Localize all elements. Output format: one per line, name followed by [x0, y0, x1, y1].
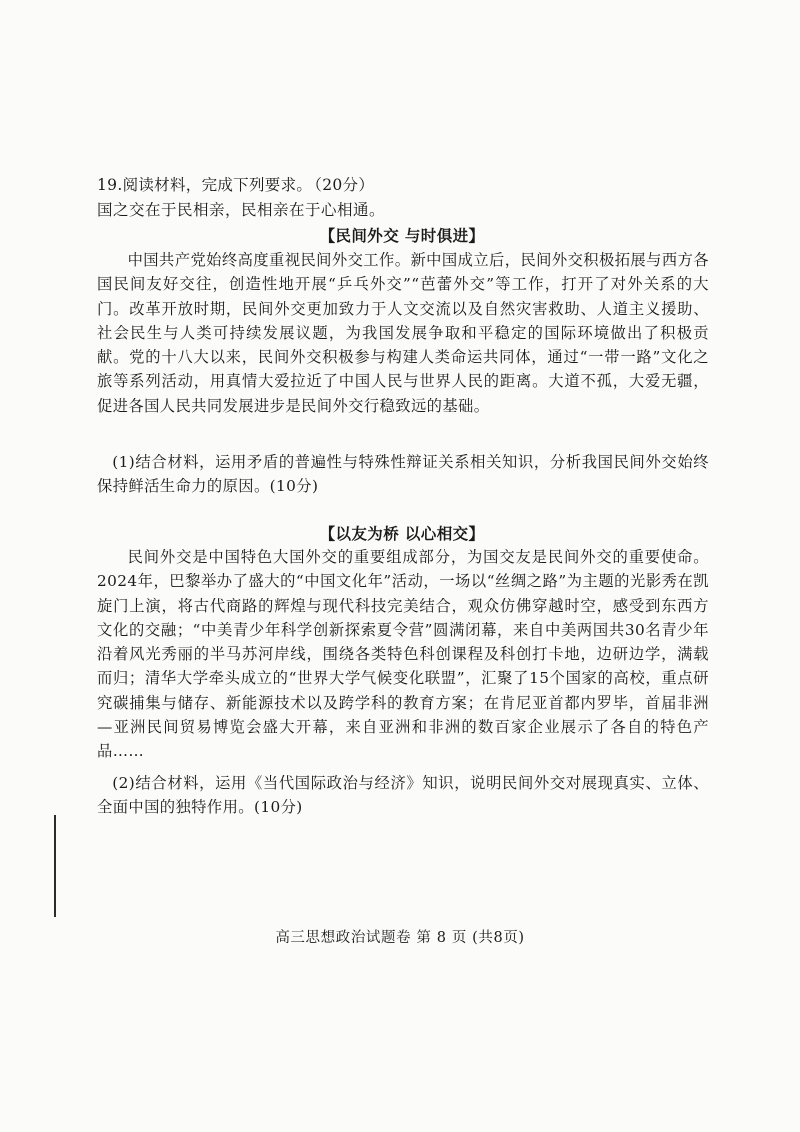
- footer-end: 页): [503, 930, 525, 946]
- question-number: 19.: [97, 176, 123, 194]
- question-quote: 国之交在于民相亲，民相亲在于心相通。: [97, 201, 386, 219]
- question-points: （20分）: [314, 176, 375, 194]
- sub-question-1: (1)结合材料，运用矛盾的普遍性与特殊性辩证关系相关知识，分析我国民间外交始终保持鲜活生命力的原因。(10分): [97, 453, 709, 496]
- page-footer: [0, 926, 800, 947]
- footer-page-number: 8: [436, 930, 447, 946]
- section-title-1: 【民间外交 与时俱进】: [319, 226, 485, 245]
- section-title-2: 【以友为桥 以心相交】: [319, 524, 485, 543]
- question-header: [97, 173, 374, 195]
- footer-label: 高三思想政治试题卷 第: [275, 930, 432, 946]
- material-paragraph-2: 民间外交是中国特色大国外交的重要组成部分，为国交友是民间外交的重要使命。2024年，巴黎举办了盛大的“中国文化年”活动，一场以“丝绸之路”为主题的光影秀在凯旋门上演，将古代商路的辉煌与现代科技完美结合，观众仿佛穿越时空，感受到东西方文化的交融；“中美青少年科学创新探索夏令营”圆满闭幕，来自中美两国共30名青少年沿着风光秀丽的半马苏河岸线，围绕各类特色科创课程及科创打卡地，边研边学，满载而归；清华大学牵头成立的“世界大学气候变化联盟”，汇聚了15个国家的高校，重点研究碳捕集与储存、新能源技术以及跨学科的教育方案；在肯尼亚首都内罗毕，首届非洲—亚洲民间贸易博览会盛大开幕，来自亚洲和非洲的数百家企业展示了各自的特色产品……: [97, 548, 709, 761]
- question-instruction: 阅读材料，完成下列要求。: [122, 176, 313, 194]
- scan-edge-line: [54, 815, 56, 917]
- footer-mid: 页 (共: [451, 930, 494, 946]
- footer-total-pages: 8: [493, 930, 504, 946]
- material-paragraph-1: 中国共产党始终高度重视民间外交工作。新中国成立后，民间外交积极拓展与西方各国民间友好交往，创造性地开展“乒乓外交”“芭蕾外交”等工作，打开了对外关系的大门。改革开放时期，民间外交更加致力于人文交流以及自然灾害救助、人道主义援助、社会民生与人类可持续发展议题，为我国发展争取和平稳定的国际环境做出了积极贡献。党的十八大以来，民间外交积极参与构建人类命运共同体，通过“一带一路”文化之旅等系列活动，用真情大爱拉近了中国人民与世界人民的距离。大道不孤，大爱无疆，促进各国人民共同发展进步是民间外交行稳致远的基础。: [97, 251, 709, 415]
- sub-question-2: (2)结合材料，运用《当代国际政治与经济》知识，说明民间外交对展现真实、立体、全面中国的独特作用。(10分): [97, 774, 709, 817]
